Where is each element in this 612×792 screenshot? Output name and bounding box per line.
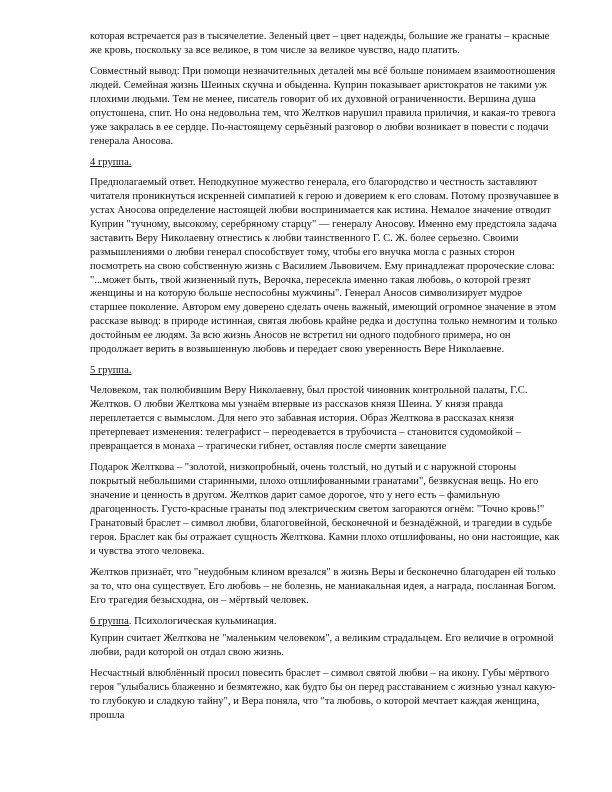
paragraph-joint-conclusion: Совместный вывод: При помощи незначительных деталей мы всё больше понимаем взаимоотношения людей. Семейная жизнь Шеиных скучна и обыденна. Куприн показывает аристократов не такими уж плохими людьми. Тем не менее, писатель говорит об их духовной ограниченности. Вершина душа опустошена, спит. Но она недовольна тем, что Желтков нарушил правила приличия, и какая-то тревога уже закралась в ее сердце. По-настоящему серьёзный разговор о любви возникает в повести с подачи генерала Аносова.	[90, 65, 556, 147]
paragraph-intro-end: которая встречается раз в тысячелетие. Зеленый цвет – цвет надежды, большие же гранаты – красные же кровь, поскольку за все великое, в том числе за великое чувство, надо платить.	[90, 31, 550, 56]
heading-group-6: 6 группа	[90, 615, 129, 627]
paragraph-kuprin-considers: Куприн считает Желткова не "маленьким человеком", а великим страдальцем. Его величие в огромной любви, ради которой он отдал свою жизнь.	[90, 632, 554, 658]
paragraph-zheltkov-admits: Желтков признаёт, что "неудобным клином врезался" в жизнь Веры и бесконечно благодарен ей только за то, что она существует. Его любовь – не болезнь, не маниакальная идея, а награда, посланная Богом. Его трагедия безысходна, он – мёртвый человек.	[90, 566, 557, 606]
paragraph-group-4-answer: Предполагаемый ответ. Неподкупное мужество генерала, его благородство и честность заставляют читателя проникнуться искренней симпатией к герою и доверием к его словам. Потому прозвучавшее в устах Аносова определение настоящей любви воспринимается как истина. Немалое значение отводит Куприн "тучному, высокому, серебряному старцу" — генералу Аносову. Именно ему предстояла задача заставить Веру Николаевну отнестись к любви таинственного Г. С. Ж. более серьезно. Своими размышлениями о любви генерал способствует тому, чтобы его внучка могла с разных сторон посмотреть на свою собственную жизнь с Василием Львовичем. Ему принадлежат пророческие слова: "...может быть, твой жизненный путь, Верочка, пересекла именно такая любовь, о которой грезят женщины и на которую больше неспособны мужчины". Генерал Аносов символизирует мудрое старшее поколение. Автором ему доверено сделать очень важный, имеющий огромное значение в этом рассказе вывод: в природе истинная, святая любовь крайне редка и доступна только немногим и только достойным ее людям. За всю жизнь Аносов не встретил ни одного подобного примера, но он продолжает верить в возвышенную любовь и передает свою уверенность Вере Николаевне.	[90, 176, 559, 356]
paragraph-zheltkov-intro: Человеком, так полюбившим Веру Николаевну, был простой чиновник контрольной палаты, Г.С. Желтков. О любви Желткова мы узнаём впервые из рассказов князя Шеина. У князя правда переплетается с вымыслом. Для него это забавная история. Образ Желткова в рассказах князя претерпевает изменения: телеграфист – переодевается в трубочиста – становится судомойкой – превращается в монаха – трагически гибнет, оставляя после смерти завещание	[90, 385, 528, 453]
heading-group-4: 4 группа.	[90, 156, 132, 168]
heading-group-6-subtitle: . Психологическая кульминация.	[128, 615, 277, 627]
heading-group-5: 5 группа.	[90, 365, 132, 377]
paragraph-bracelet-icon: Несчастный влюблённый просил повесить браслет – символ святой любви – на икону. Губы мёртвого героя "улыбались блаженно и безмятежно, как будто бы он перед расставанием с жизнью узнал какую-то глубокую и сладкую тайну", и Вера поняла, что "та любовь, о которой мечтает каждая женщина, прошла	[90, 667, 556, 721]
paragraph-gift: Подарок Желткова – "золотой, низкопробный, очень толстый, но дутый и с наружной стороны покрытый небольшими старинными, плохо отшлифованными гранатами", безвкусная вещь. Но его значение и ценность в другом. Желтков дарит самое дорогое, что у него есть – фамильную драгоценность. Густо-красные гранаты под электрическим светом загораются огнём: "Точно кровь!" Гранатовый браслет – символ любви, благоговейной, бесконечной и безнадёжной, и трагедии в судьбе героя. Браслет как бы отражает сущность Желткова. Камни плохо отшлифованы, но они настоящие, как и чувства этого человека.	[90, 462, 560, 557]
heading-group-6-row	[90, 615, 560, 629]
